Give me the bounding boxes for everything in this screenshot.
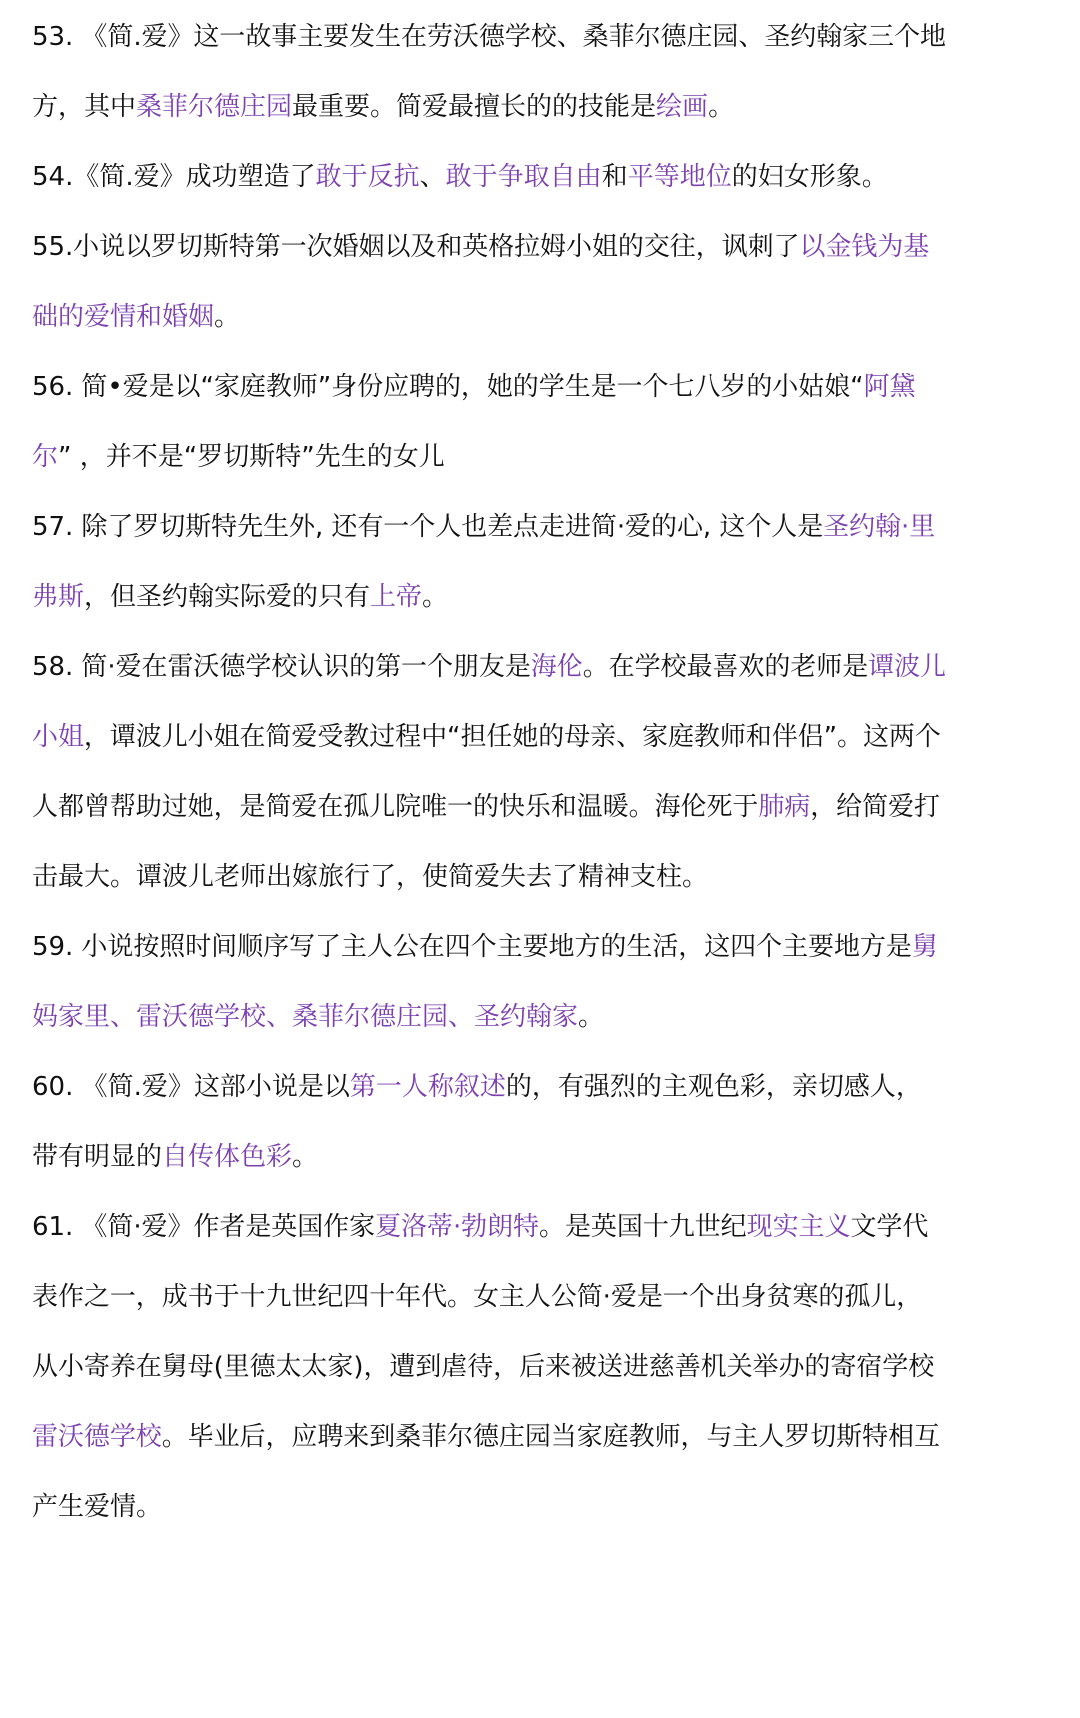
highlighted-answer: 弗斯 xyxy=(32,582,85,612)
text-segment: 。 xyxy=(292,1142,319,1172)
text-line xyxy=(32,1277,967,1317)
highlighted-answer: 谭波儿 xyxy=(868,652,946,682)
highlighted-answer: 阿黛 xyxy=(863,372,916,402)
text-segment: 56. 简•爱是以“家庭教师”身份应聘的，她的学生是一个七八岁的小姑娘“ xyxy=(32,372,864,402)
text-segment: 带有明显的 xyxy=(32,1142,163,1172)
text-segment: ，但圣约翰实际爱的只有 xyxy=(84,582,371,612)
text-segment: ，谭波儿小姐在简爱受教过程中“担任她的母亲、家庭教师和伴侣”。这两个 xyxy=(83,722,941,752)
text-segment: 从小寄养在舅母(里德太太家)，遭到虐待，后来被送进慈善机关举办的寄宿学校 xyxy=(32,1352,935,1382)
highlighted-answer: 雷沃德学校 xyxy=(32,1422,162,1452)
text-segment: 。毕业后，应聘来到桑菲尔德庄园当家庭教师，与主人罗切斯特相互 xyxy=(161,1422,940,1452)
text-line xyxy=(32,1137,967,1177)
text-line xyxy=(32,227,967,267)
text-segment: ” ，并不是“罗切斯特”先生的女儿 xyxy=(58,442,445,472)
text-line xyxy=(32,997,967,1037)
text-segment: 方，其中 xyxy=(32,92,137,122)
text-line xyxy=(32,507,967,547)
text-line xyxy=(32,1487,967,1527)
text-segment: 。在学校最喜欢的老师是 xyxy=(582,652,869,682)
text-segment: 和 xyxy=(601,162,628,192)
text-segment: 61. 《简·爱》作者是英国作家 xyxy=(32,1212,376,1242)
text-line xyxy=(32,1347,967,1387)
highlighted-answer: 妈家里、雷沃德学校、桑菲尔德庄园、圣约翰家 xyxy=(32,1002,579,1032)
highlighted-answer: 以金钱为基 xyxy=(799,232,930,262)
text-line xyxy=(32,17,967,57)
text-segment: 。 xyxy=(578,1002,605,1032)
text-line xyxy=(32,367,967,407)
text-segment: 文学代 xyxy=(850,1212,929,1242)
text-line xyxy=(32,647,967,687)
text-line xyxy=(32,787,967,827)
text-segment: 53. 《简.爱》这一故事主要发生在劳沃德学校、桑菲尔德庄园、圣约翰家三个地 xyxy=(32,22,946,52)
highlighted-answer: 平等地位 xyxy=(627,162,732,192)
text-line xyxy=(32,297,967,337)
text-segment: 击最大。谭波儿老师出嫁旅行了，使简爱失去了精神支柱。 xyxy=(32,862,709,892)
highlighted-answer: 绘画 xyxy=(656,92,709,122)
highlighted-answer: 圣约翰·里 xyxy=(823,512,936,542)
text-line xyxy=(32,1207,967,1247)
text-line xyxy=(32,87,967,127)
text-segment: 。 xyxy=(214,302,241,332)
text-line xyxy=(32,577,967,617)
text-segment: 人都曾帮助过她，是简爱在孤儿院唯一的快乐和温暖。海伦死于 xyxy=(32,792,759,822)
text-segment: 的妇女形象。 xyxy=(731,162,888,192)
highlighted-answer: 敢于争取自由 xyxy=(445,162,602,192)
highlighted-answer: 尔 xyxy=(32,442,59,472)
highlighted-answer: 第一人称叙述 xyxy=(349,1072,506,1102)
highlighted-answer: 自传体色彩 xyxy=(162,1142,293,1172)
text-segment: 58. 简·爱在雷沃德学校认识的第一个朋友是 xyxy=(32,652,531,682)
text-segment: 59. 小说按照时间顺序写了主人公在四个主要地方的生活，这四个主要地方是 xyxy=(32,932,912,962)
highlighted-answer: 小姐 xyxy=(32,722,84,752)
highlighted-answer: 上帝 xyxy=(370,582,423,612)
highlighted-answer: 敢于反抗 xyxy=(315,162,420,192)
text-line xyxy=(32,927,967,967)
text-segment: 。 xyxy=(422,582,449,612)
highlighted-answer: 现实主义 xyxy=(746,1212,851,1242)
text-segment: 54.《简.爱》成功塑造了 xyxy=(32,162,316,192)
text-line xyxy=(32,157,967,197)
text-segment: 的，有强烈的主观色彩，亲切感人， xyxy=(505,1072,922,1102)
highlighted-answer: 桑菲尔德庄园 xyxy=(136,92,293,122)
text-line xyxy=(32,437,967,477)
text-segment: 。是英国十九世纪 xyxy=(539,1212,747,1242)
highlighted-answer: 舅 xyxy=(911,932,938,962)
text-segment: 60. 《简.爱》这部小说是以 xyxy=(32,1072,350,1102)
text-segment: 55.小说以罗切斯特第一次婚姻以及和英格拉姆小姐的交往，讽刺了 xyxy=(32,232,800,262)
highlighted-answer: 础的爱情和婚姻 xyxy=(32,302,215,332)
text-segment: ，给简爱打 xyxy=(810,792,940,822)
text-line xyxy=(32,1067,967,1107)
highlighted-answer: 夏洛蒂·勃朗特 xyxy=(375,1212,540,1242)
text-line xyxy=(32,857,967,897)
highlighted-answer: 肺病 xyxy=(758,792,811,822)
text-segment: 。 xyxy=(708,92,735,122)
text-segment: 产生爱情。 xyxy=(32,1492,163,1522)
text-segment: 57. 除了罗切斯特先生外, 还有一个人也差点走进简·爱的心, 这个人是 xyxy=(32,512,824,542)
text-line xyxy=(32,1417,967,1457)
highlighted-answer: 海伦 xyxy=(530,652,583,682)
text-line xyxy=(32,717,967,757)
text-segment: 最重要。简爱最擅长的的技能是 xyxy=(292,92,657,122)
text-segment: 表作之一，成书于十九世纪四十年代。女主人公简·爱是一个出身贫寒的孤儿， xyxy=(32,1282,923,1312)
text-segment: 、 xyxy=(419,162,446,192)
